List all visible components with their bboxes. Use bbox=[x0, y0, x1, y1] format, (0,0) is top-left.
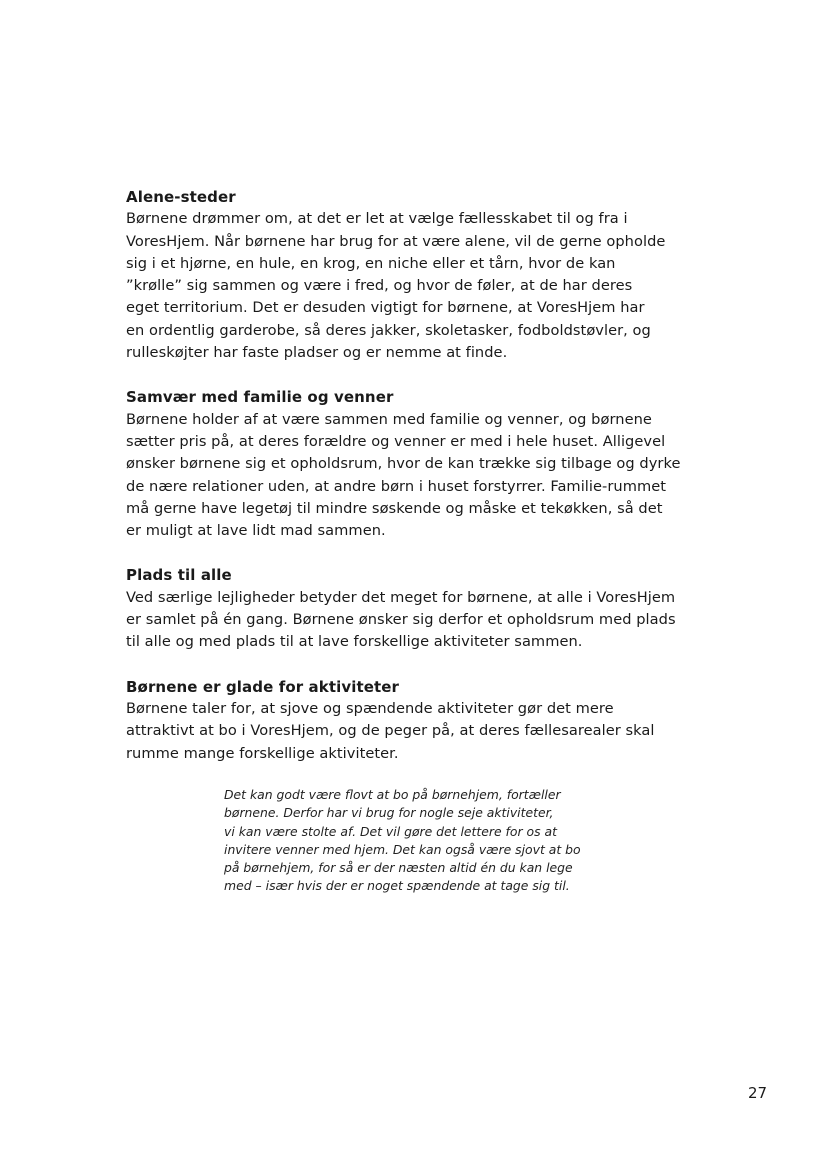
paragraph-line: en ordentlig garderobe, så deres jakker, skoletasker, fodboldstøvler, og bbox=[126, 321, 651, 339]
paragraph-line: eget territorium. Det er desuden vigtigt for børnene, at VoresHjem har bbox=[126, 299, 645, 317]
paragraph-line: ønsker børnene sig et opholdsrum, hvor de kan trække sig tilbage og dyrke bbox=[126, 455, 681, 473]
paragraph-line: sig i et hjørne, en hule, en krog, en niche eller et tårn, hvor de kan bbox=[126, 254, 616, 272]
paragraph-line: Børnene taler for, at sjove og spændende aktiviteter gør det mere bbox=[126, 699, 614, 717]
section-alene-steder bbox=[126, 186, 726, 364]
paragraph-line: Ved særlige lejligheder betyder det meget for børnene, at alle i VoresHjem bbox=[126, 588, 676, 606]
section-heading: Børnene er glade for aktiviteter bbox=[126, 677, 400, 696]
quote-line: invitere venner med hjem. Det kan også være sjovt at bo bbox=[224, 841, 581, 857]
paragraph-line: de nære relationer uden, at andre børn i huset forstyrrer. Familie-rummet bbox=[126, 477, 667, 495]
section-paragraph bbox=[126, 698, 726, 765]
paragraph-line: attraktivt at bo i VoresHjem, og de peger på, at deres fællesarealer skal bbox=[126, 722, 655, 740]
section-aktiviteter bbox=[126, 676, 726, 765]
paragraph-line: Børnene drømmer om, at det er let at vælge fællesskabet til og fra i bbox=[126, 210, 628, 228]
section-paragraph bbox=[126, 208, 726, 364]
section-heading: Plads til alle bbox=[126, 566, 232, 585]
paragraph-line: til alle og med plads til at lave forskellige aktiviteter sammen. bbox=[126, 633, 583, 651]
paragraph-line: VoresHjem. Når børnene har brug for at være alene, vil de gerne opholde bbox=[126, 232, 666, 250]
paragraph-line: rumme mange forskellige aktiviteter. bbox=[126, 744, 399, 762]
section-heading: Alene-steder bbox=[126, 188, 236, 206]
paragraph-line: Børnene holder af at være sammen med familie og venner, og børnene bbox=[126, 410, 652, 428]
quote-line: vi kan være stolte af. Det vil gøre det lettere for os at bbox=[224, 823, 557, 839]
section-plads-til-alle bbox=[126, 564, 726, 653]
section-paragraph bbox=[126, 409, 726, 543]
quote-line: Det kan godt være flovt at bo på børnehjem, fortæller bbox=[224, 787, 561, 802]
section-heading: Samvær med familie og venner bbox=[126, 388, 394, 407]
quote-line: på børnehjem, for så er der næsten altid én du kan lege bbox=[224, 860, 573, 876]
body-text bbox=[126, 186, 726, 787]
paragraph-line: rulleskøjter har faste pladser og er nemme at finde. bbox=[126, 344, 508, 362]
quote-line: med – især hvis der er noget spændende at tage sig til. bbox=[224, 878, 570, 894]
paragraph-line: er muligt at lave lidt mad sammen. bbox=[126, 522, 386, 540]
section-samvaer bbox=[126, 386, 726, 542]
section-paragraph bbox=[126, 587, 726, 654]
paragraph-line: sætter pris på, at deres forældre og venner er med i hele huset. Alligevel bbox=[126, 432, 666, 450]
paragraph-line: ”krølle” sig sammen og være i fred, og hvor de føler, at de har deres bbox=[126, 277, 633, 295]
pull-quote bbox=[224, 786, 644, 896]
quote-line: børnene. Derfor har vi brug for nogle seje aktiviteter, bbox=[224, 805, 554, 821]
page-number: 27 bbox=[748, 1084, 768, 1102]
paragraph-line: er samlet på én gang. Børnene ønsker sig derfor et opholdsrum med plads bbox=[126, 611, 676, 629]
paragraph-line: må gerne have legetøj til mindre søskende og måske et tekøkken, så det bbox=[126, 499, 663, 517]
